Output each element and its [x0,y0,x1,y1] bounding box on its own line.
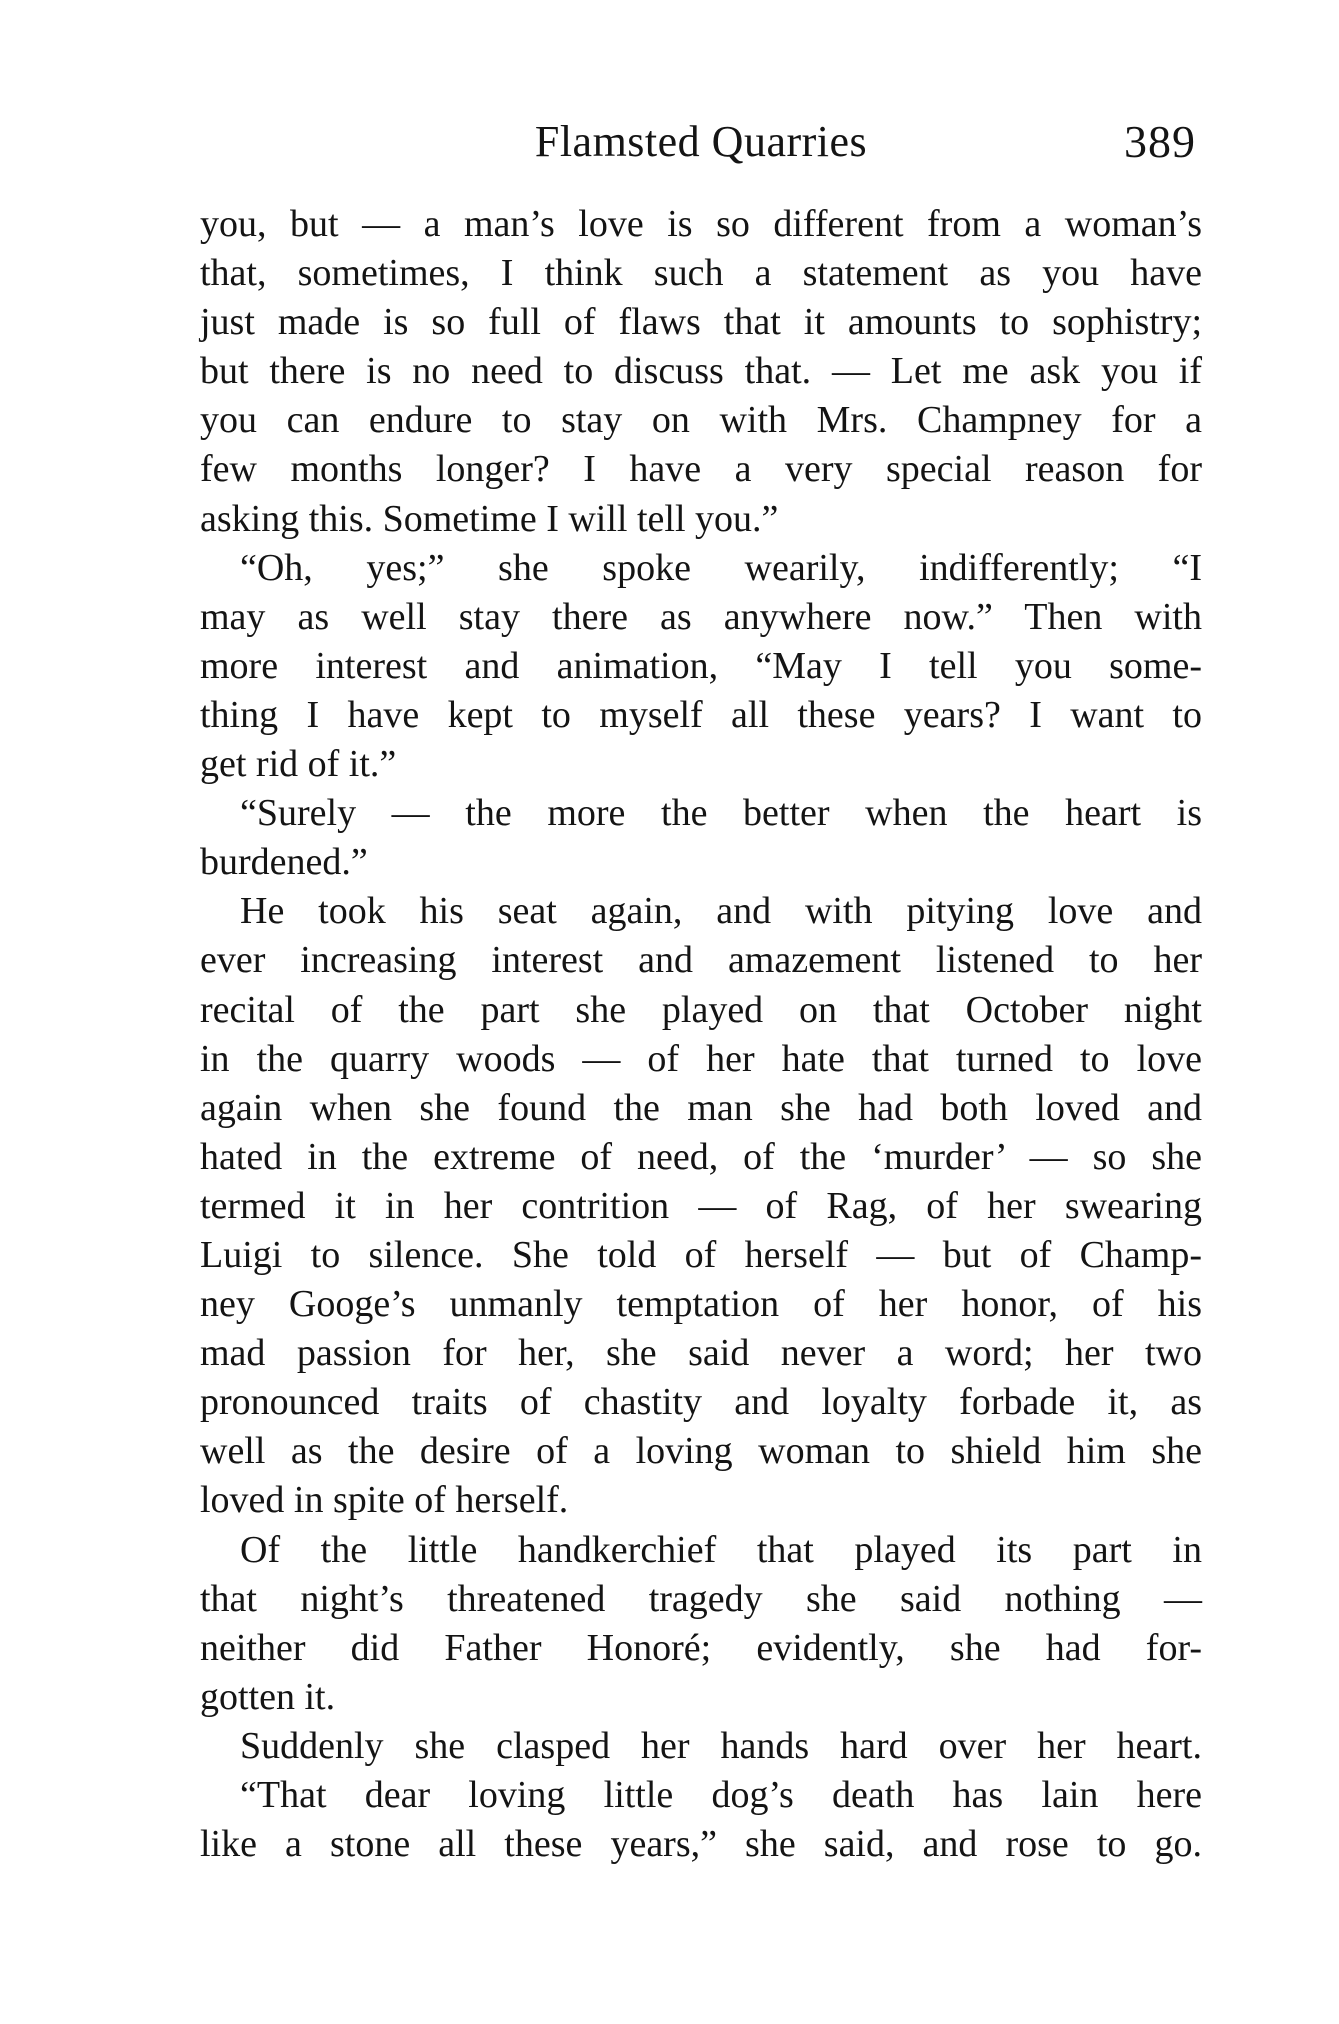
text-line: Of the little handkerchief that played its part in [240,1528,1202,1571]
text-line: recital of the part she played on that October night [200,988,1202,1031]
text-line: Luigi to silence. She told of herself — but of Champ- [200,1233,1202,1276]
text-line: but there is no need to discuss that. — Let me ask you if [200,350,1202,393]
text-line: again when she found the man she had both loved and [200,1086,1202,1129]
text-line: He took his seat again, and with pitying love and [240,890,1202,933]
text-line: you can endure to stay on with Mrs. Champney for a [200,399,1202,442]
text-line: get rid of it.” [200,743,397,786]
text-line: hated in the extreme of need, of the ‘murder’ — so she [200,1135,1202,1178]
text-line: you, but — a man’s love is so different from a woman’s [200,203,1202,245]
body-text [200,200,1202,1869]
text-line: ever increasing interest and amazement listened to her [200,939,1202,982]
text-line: asking this. Sometime I will tell you.” [200,497,779,540]
text-line: that, sometimes, I think such a statement as you have [200,252,1202,295]
text-line: like a stone all these years,” she said, and rose to go. [200,1823,1202,1866]
page-number: 389 [1124,116,1196,167]
text-line: in the quarry woods — of her hate that turned to love [200,1037,1202,1080]
text-line: loved in spite of herself. [200,1479,569,1522]
running-title: Flamsted Quarries [534,117,868,166]
text-line: just made is so full of flaws that it amounts to sophistry; [200,301,1202,344]
text-line: ney Googe’s unmanly temptation of her honor, of his [200,1283,1202,1326]
text-line: that night’s threatened tragedy she said nothing — [200,1577,1202,1620]
text-line: “Oh, yes;” she spoke wearily, indifferently; “I [240,546,1202,589]
text-line: Suddenly she clasped her hands hard over her heart. [240,1724,1202,1767]
text-line: well as the desire of a loving woman to shield him she [200,1430,1202,1473]
text-line: termed it in her contrition — of Rag, of her swearing [200,1184,1202,1227]
page-header [200,112,1202,172]
text-line: “That dear loving little dog’s death has lain here [240,1774,1202,1816]
text-line: neither did Father Honoré; evidently, she had for- [200,1626,1202,1669]
text-line: pronounced traits of chastity and loyalty forbade it, as [200,1381,1202,1424]
text-line: may as well stay there as anywhere now.” Then with [200,595,1202,638]
text-line: “Surely — the more the better when the heart is [240,792,1202,835]
text-line: few months longer? I have a very special reason for [200,448,1202,491]
text-line: burdened.” [200,841,368,884]
text-line: mad passion for her, she said never a word; her two [200,1332,1202,1375]
text-line: more interest and animation, “May I tell you some- [200,644,1202,687]
text-line: thing I have kept to myself all these years? I want to [200,693,1202,736]
text-line: gotten it. [200,1675,336,1718]
